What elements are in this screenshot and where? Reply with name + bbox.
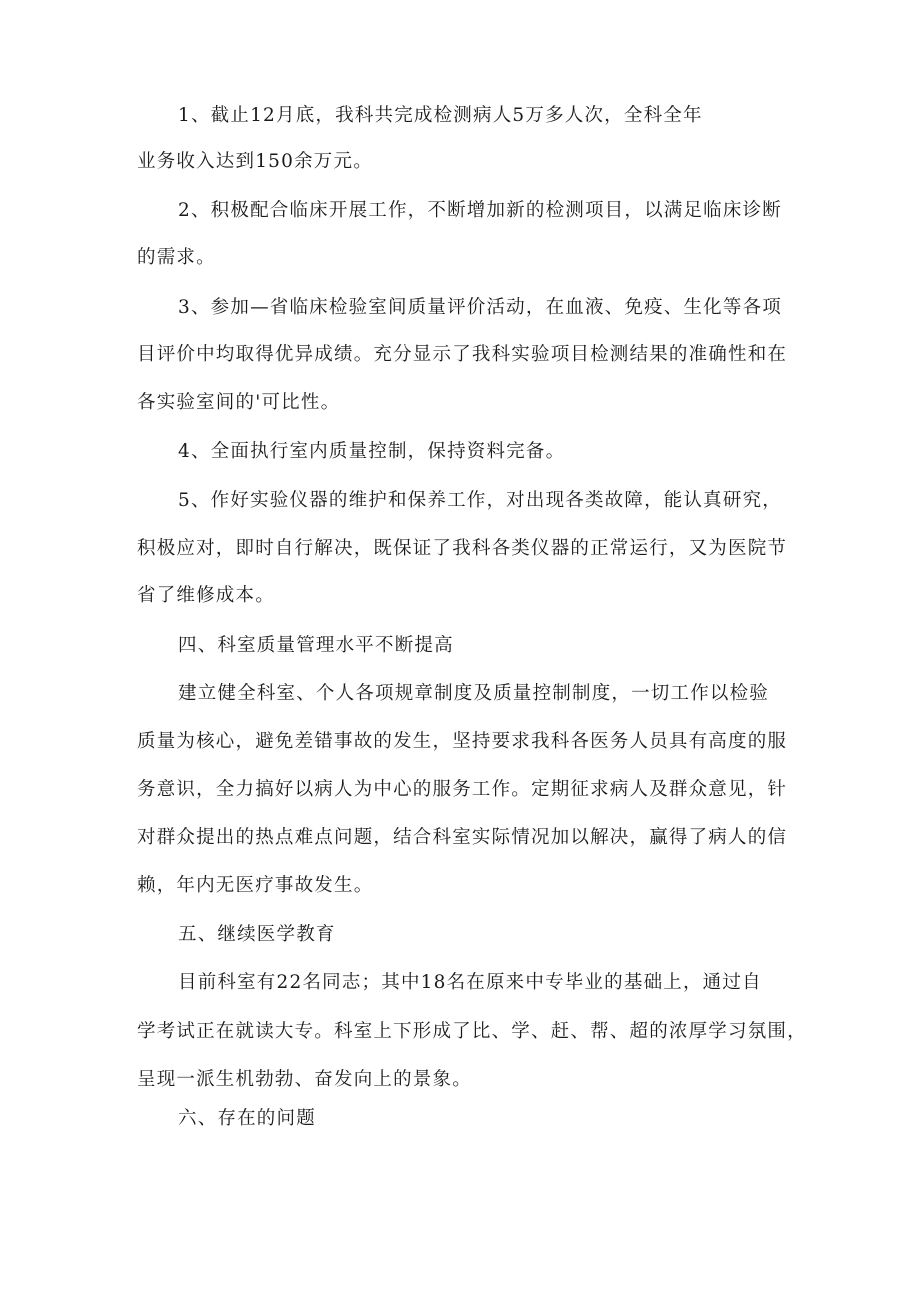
section-5-para-line-2: 学考试正在就读大专。科室上下形成了比、学、赶、帮、超的浓厚学习氛围， xyxy=(137,1021,807,1042)
item-2-line-2: 的需求。 xyxy=(137,247,216,268)
section-4-para-line-1: 建立健全科室、个人各项规章制度及质量控制制度，一切工作以检验 xyxy=(178,683,770,704)
item-3-line-2: 目评价中均取得优异成绩。充分显示了我科实验项目检测结果的准确性和在 xyxy=(137,344,788,365)
section-5-heading: 五、继续医学教育 xyxy=(178,924,336,945)
item-1-line-2: 业务收入达到150余万元。 xyxy=(137,151,373,172)
section-5-para-line-3: 呈现一派生机勃勃、奋发向上的景象。 xyxy=(137,1069,472,1090)
section-5-para-line-1: 目前科室有22名同志；其中18名在原来中专毕业的基础上，通过自 xyxy=(178,972,762,993)
section-4-para-line-3: 务意识，全力搞好以病人为中心的服务工作。定期征求病人及群众意见，针 xyxy=(137,779,788,800)
item-5-line-2: 积极应对，即时自行解决，既保证了我科各类仪器的正常运行，又为医院节 xyxy=(137,538,788,559)
item-5-line-3: 省了维修成本。 xyxy=(137,585,275,606)
item-4-line-1: 4、全面执行室内质量控制，保持资料完备。 xyxy=(178,441,566,462)
section-4-para-line-2: 质量为核心，避免差错事故的发生，坚持要求我科各医务人员具有高度的服 xyxy=(137,731,788,752)
item-3-line-1: 3、参加—省临床检验室间质量评价活动，在血液、免疫、生化等各项 xyxy=(178,297,782,318)
item-3-line-3: 各实验室间的'可比性。 xyxy=(137,392,341,413)
section-6-heading: 六、存在的问题 xyxy=(178,1108,316,1129)
item-1-line-1: 1、截止12月底，我科共完成检测病人5万多人次，全科全年 xyxy=(178,105,703,126)
item-5-line-1: 5、作好实验仪器的维护和保养工作，对出现各类故障，能认真研究， xyxy=(178,490,782,511)
section-4-para-line-5: 赖，年内无医疗事故发生。 xyxy=(137,875,374,896)
item-2-line-1: 2、积极配合临床开展工作，不断增加新的检测项目，以满足临床诊断 xyxy=(178,200,782,221)
section-4-para-line-4: 对群众提出的热点难点问题，结合科室实际情况加以解决，赢得了病人的信 xyxy=(137,827,788,848)
section-4-heading: 四、科室质量管理水平不断提高 xyxy=(178,635,454,656)
